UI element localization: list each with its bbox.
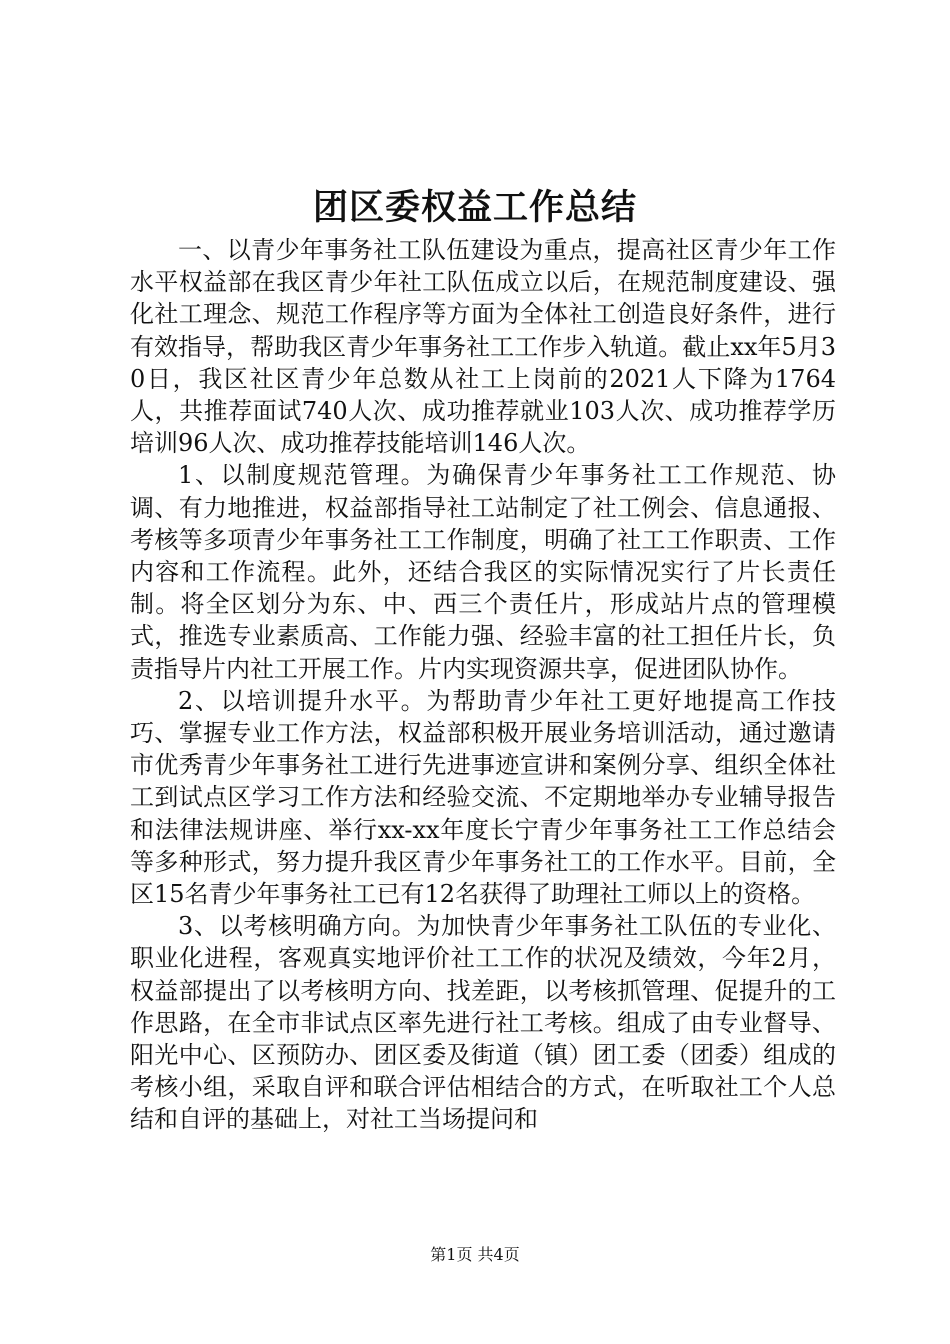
page-number-footer: 第1页 共4页 bbox=[430, 1245, 520, 1264]
paragraph-2: 2、以培训提升水平。为帮助青少年社工更好地提高工作技巧、掌握专业工作方法，权益部积极开展业务培训活动，通过邀请市优秀青少年事务社工进行先进事迹宣讲和案例分享、组织全体社工到试点区学习工作方法和经验交流、不定期地举办专业辅导报告和法律法规讲座、举行xx-xx年度长宁青少年事务社工工作总结会等多种形式，努力提升我区青少年事务社工的工作水平。目前，全区15名青少年事务社工已有12名获得了助理社工师以上的资格。 bbox=[130, 686, 836, 909]
paragraph-1: 1、以制度规范管理。为确保青少年事务社工工作规范、协调、有力地推进，权益部指导社工站制定了社工例会、信息通报、考核等多项青少年事务社工工作制度，明确了社工工作职责、工作内容和工作流程。此外，还结合我区的实际情况实行了片长责任制。将全区划分为东、中、西三个责任片，形成站片点的管理模式，推选专业素质高、工作能力强、经验丰富的社工担任片长，负责指导片内社工开展工作。片内实现资源共享，促进团队协作。 bbox=[130, 461, 836, 683]
document-title: 团区委权益工作总结 bbox=[312, 188, 637, 228]
paragraph-3: 3、以考核明确方向。为加快青少年事务社工队伍的专业化、职业化进程，客观真实地评价社工工作的状况及绩效，今年2月，权益部提出了以考核明方向、找差距，以考核抓管理、促提升的工作思路，在全市非试点区率先进行社工考核。组成了由专业督导、阳光中心、区预防办、团区委及街道（镇）团工委（团委）组成的考核小组，采取自评和联合评估相结合的方式，在听取社工个人总结和自评的基础上，对社工当场提问和 bbox=[130, 912, 836, 1134]
paragraph-intro: 一、以青少年事务社工队伍建设为重点，提高社区青少年工作水平权益部在我区青少年社工队伍成立以后，在规范制度建设、强化社工理念、规范工作程序等方面为全体社工创造良好条件，进行有效指导，帮助我区青少年事务社工工作步入轨道。截止xx年5月30日，我区社区青少年总数从社工上岗前的2021人下降为1764人，共推荐面试740人次、成功推荐就业103人次、成功推荐学历培训96人次、成功推荐技能培训146人次。 bbox=[130, 236, 836, 458]
document-body bbox=[130, 234, 836, 1136]
